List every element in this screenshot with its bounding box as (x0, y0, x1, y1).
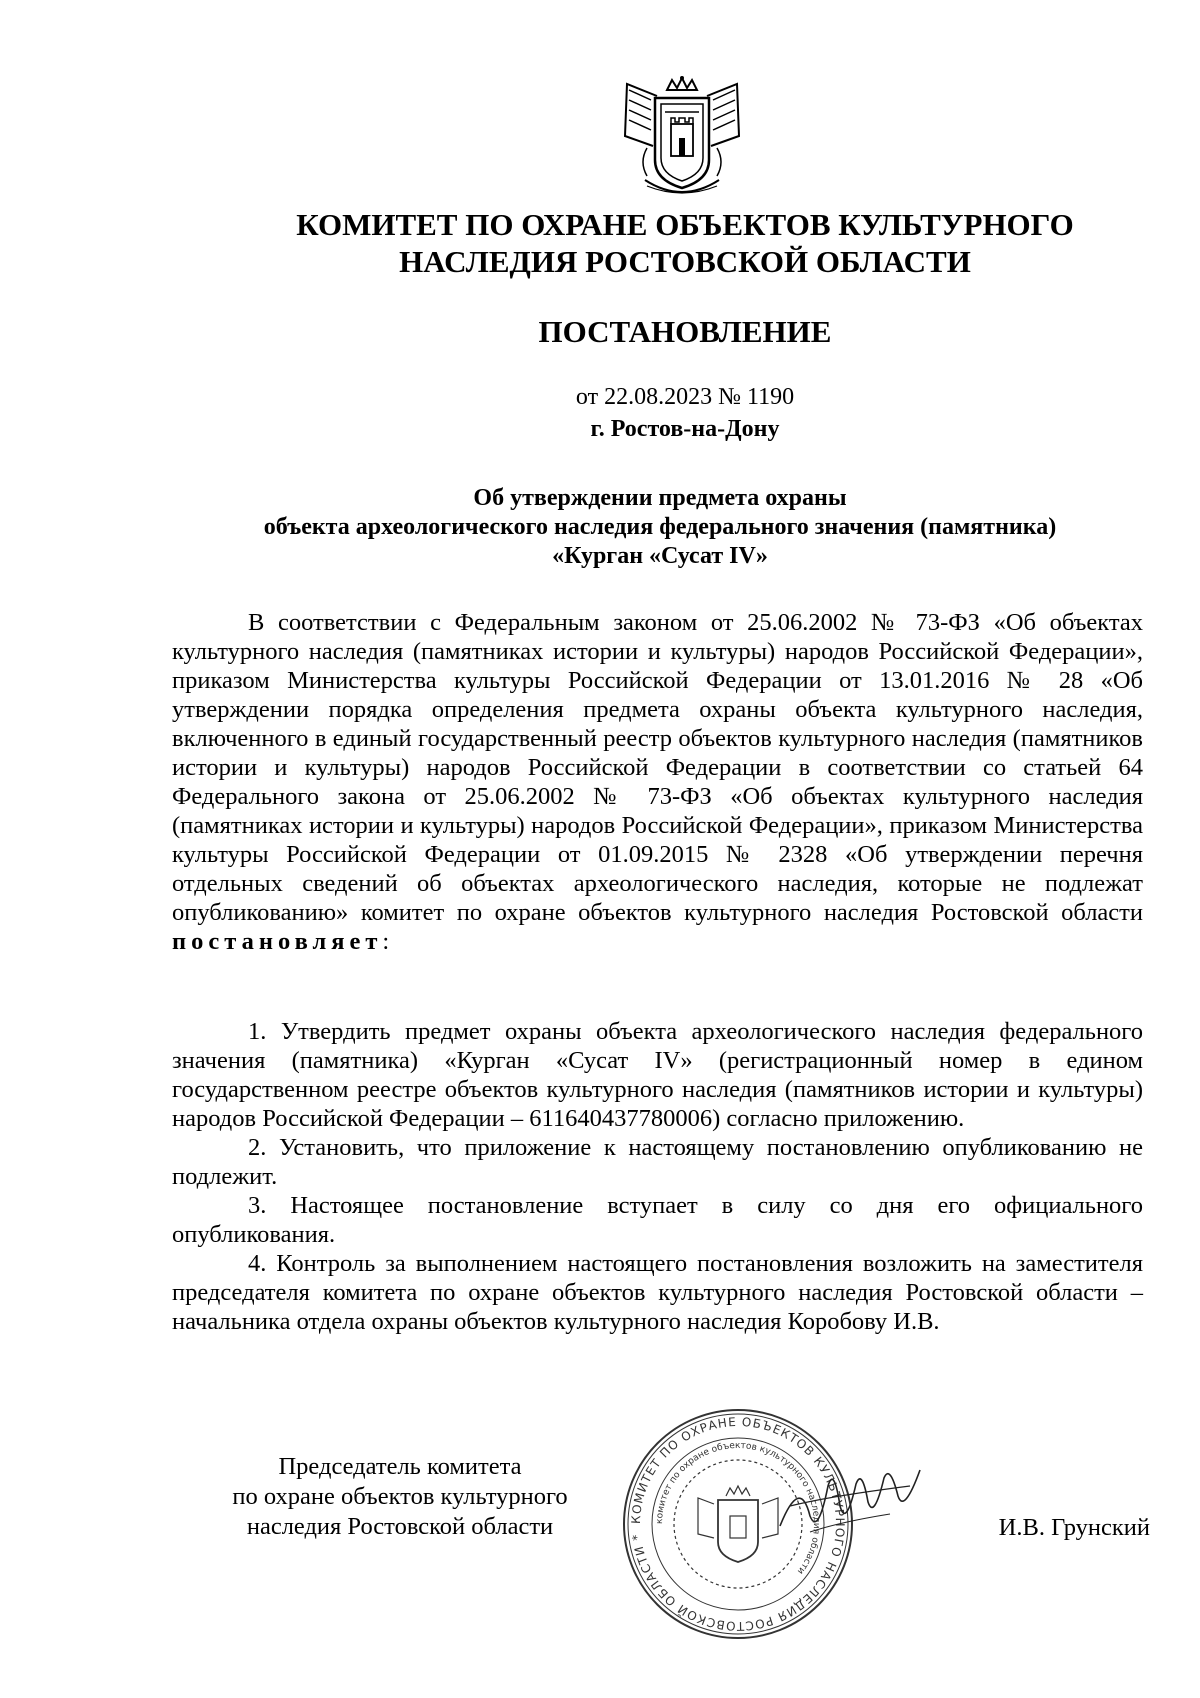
preamble-ending: : (382, 928, 390, 955)
document-subject (160, 484, 1160, 571)
organization-title-line2: НАСЛЕДИЯ РОСТОВСКОЙ ОБЛАСТИ (399, 244, 971, 279)
signatory-position-line2: по охране объектов культурного (232, 1483, 568, 1510)
document-type: ПОСТАНОВЛЕНИЕ (538, 314, 832, 349)
signatory-name: И.В. Грунский (998, 1514, 1150, 1541)
signatory-position-line1: Председатель комитета (278, 1453, 522, 1480)
subject-line3: «Курган «Сусат IV» (552, 543, 768, 569)
decree-item: 1. Утвердить предмет охраны объекта археологического наследия федерального значения (памятника) «Курган «Сусат IV» (регистрационный номер в едином государственном реестре объектов культурного наследия (памятников истории и культуры) народов Российской Федерации – 611640437780006) согласно приложению. (172, 1018, 1143, 1132)
decree-item: 3. Настоящее постановление вступает в силу со дня его официального опубликования. (172, 1192, 1143, 1248)
preamble-paragraph (172, 608, 1143, 956)
organization-title (260, 206, 1110, 280)
signatory-position (190, 1452, 610, 1542)
decree-items-list (172, 1017, 1143, 1336)
decree-item: 2. Установить, что приложение к настоящему постановлению опубликованию не подлежит. (172, 1134, 1143, 1190)
preamble-text: В соответствии с Федеральным законом от 25.06.2002 № 73-ФЗ «Об объектах культурного наследия (памятниках истории и культуры) народов Российской Федерации», приказом Министерства культуры Российской Федерации от 13.01.2016 № 28 «Об утверждении порядка определения предмета охраны объекта культурного наследия, включенного в единый государственный реестр объектов культурного наследия (памятников истории и культуры) народов Российской Федерации в соответствии со статьей 64 Федерального закона от 25.06.2002 № 73-ФЗ «Об объектах культурного наследия (памятниках истории и культуры) народов Российской Федерации», приказом Министерства культуры Российской Федерации от 01.09.2015 № 2328 «Об утверждении перечня отдельных сведений об объектах археологического наследия, которые не подлежат опубликованию» комитет по охране объектов культурного наследия Ростовской области (172, 609, 1143, 926)
document-date-number: от 22.08.2023 № 1190 (575, 384, 795, 410)
svg-text:КОМИТЕТ ПО ОХРАНЕ ОБЪЕКТОВ КУЛ: КОМИТЕТ ПО ОХРАНЕ ОБЪЕКТОВ КУЛЬТУРНОГО НАСЛЕДИЯ РОСТОВСКОЙ ОБЛАСТИ * (628, 1414, 848, 1634)
organization-title-line1: КОМИТЕТ ПО ОХРАНЕ ОБЪЕКТОВ КУЛЬТУРНОГО (296, 207, 1074, 242)
decree-word: постановляет (172, 928, 383, 955)
decree-item: 4. Контроль за выполнением настоящего постановления возложить на заместителя председателя комитета по охране объектов культурного наследия Ростовской области – начальника отдела охраны объектов культурного наследия Коробову И.В. (172, 1250, 1143, 1335)
document-city: г. Ростов-на-Дону (590, 416, 780, 442)
svg-text:комитет по охране объектов кул: комитет по охране объектов культурного наследия области (654, 1440, 822, 1576)
subject-line1: Об утверждении предмета охраны (473, 485, 847, 511)
coat-of-arms-icon (617, 76, 747, 202)
subject-line2: объекта археологического наследия федерального значения (памятника) (263, 514, 1057, 540)
signatory-position-line3: наследия Ростовской области (246, 1513, 554, 1540)
